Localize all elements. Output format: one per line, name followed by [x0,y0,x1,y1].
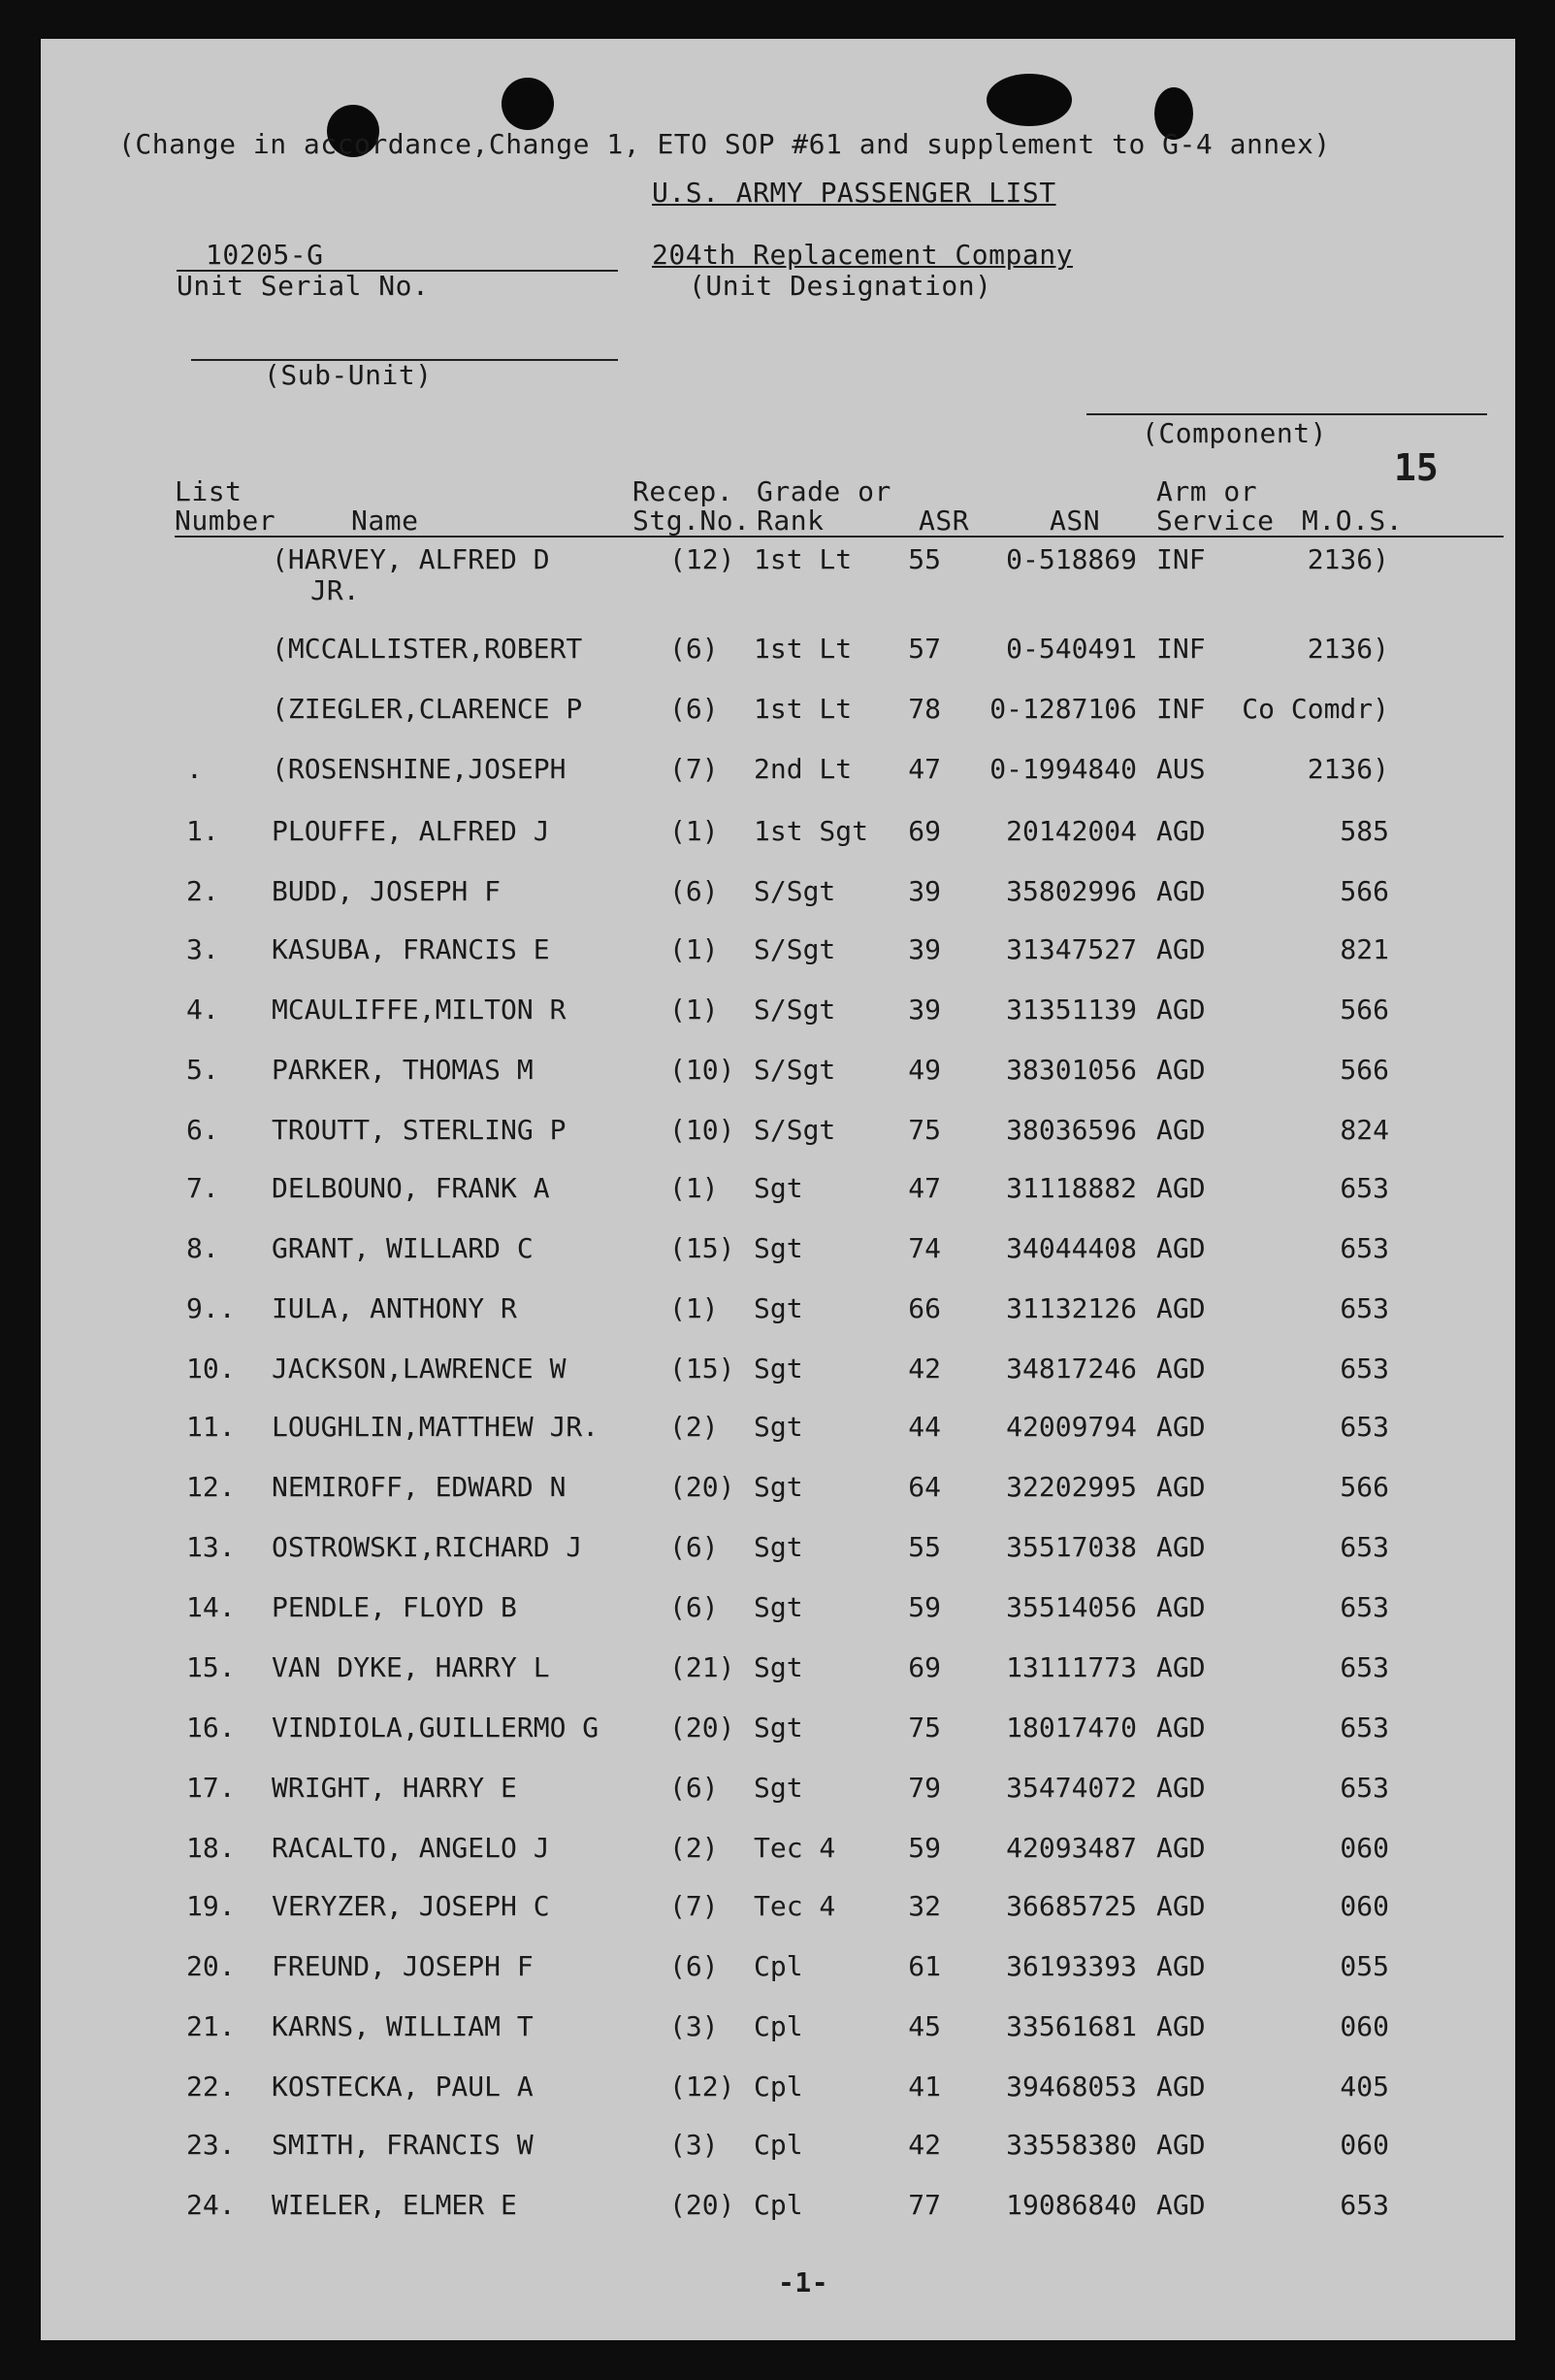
cell-asn: 19086840 [1006,2189,1137,2221]
cell-arm: AGD [1156,1531,1206,1563]
unit-serial-value: 10205-G [206,239,324,271]
cell-num: 12. [186,1471,236,1503]
cell-asr: 39 [908,875,941,907]
cell-asr: 55 [908,543,941,575]
cell-asr: 42 [908,1353,941,1385]
cell-stg: (6) [669,875,719,907]
document-page [41,39,1515,2340]
cell-asr: 66 [908,1292,941,1324]
col-recep-2: Stg.No. [632,505,751,537]
cell-num: 5. [186,1054,219,1086]
cell-stg: (6) [669,1591,719,1623]
cell-mos: 2136) [1307,543,1389,575]
cell-asr: 75 [908,1712,941,1744]
cell-stg: (21) [669,1651,735,1683]
cell-num: 17. [186,1772,236,1804]
cell-num: 11. [186,1411,236,1443]
cell-arm: AGD [1156,1292,1206,1324]
cell-name: GRANT, WILLARD C [272,1232,534,1264]
cell-name: KOSTECKA, PAUL A [272,2070,534,2103]
cell-mos: 821 [1340,933,1389,965]
cell-stg: (1) [669,815,719,847]
cell-mos: 653 [1340,1411,1389,1443]
col-asn: ASN [1050,505,1101,537]
punch-hole [987,74,1072,126]
cell-rank: 1st Sgt [754,815,869,847]
cell-rank: Cpl [754,1950,803,1982]
cell-asn: 42093487 [1006,1832,1137,1864]
cell-mos: 585 [1340,815,1389,847]
cell-name: OSTROWSKI,RICHARD J [272,1531,583,1563]
col-grade-2: Rank [757,505,825,537]
cell-asn: 34044408 [1006,1232,1137,1264]
cell-mos: 566 [1340,994,1389,1026]
cell-stg: (10) [669,1054,735,1086]
cell-mos: 653 [1340,1651,1389,1683]
cell-rank: 1st Lt [754,693,853,725]
cell-mos: 060 [1340,1832,1389,1864]
cell-mos: 653 [1340,2189,1389,2221]
cell-num: 1. [186,815,219,847]
cell-stg: (3) [669,2129,719,2161]
cell-stg: (1) [669,1172,719,1204]
cell-asr: 32 [908,1890,941,1922]
cell-asr: 64 [908,1471,941,1503]
cell-asr: 61 [908,1950,941,1982]
cell-rank: Sgt [754,1411,803,1443]
cell-arm: AGD [1156,1353,1206,1385]
cell-asn: 13111773 [1006,1651,1137,1683]
col-name: Name [351,505,419,537]
cell-asr: 47 [908,1172,941,1204]
cell-rank: Cpl [754,2010,803,2042]
cell-name: DELBOUNO, FRANK A [272,1172,550,1204]
cell-name: LOUGHLIN,MATTHEW JR. [272,1411,599,1443]
cell-rank: Sgt [754,1531,803,1563]
cell-asn: 20142004 [1006,815,1137,847]
cell-rank: Cpl [754,2129,803,2161]
cell-stg: (20) [669,1471,735,1503]
cell-arm: AGD [1156,1591,1206,1623]
cell-name: (ZIEGLER,CLARENCE P [272,693,583,725]
cell-mos: 2136) [1307,753,1389,785]
cell-asn: 32202995 [1006,1471,1137,1503]
cell-arm: AGD [1156,1772,1206,1804]
cell-arm: AUS [1156,753,1206,785]
cell-rank: S/Sgt [754,994,836,1026]
cell-num: 23. [186,2129,236,2161]
page-number-footer: -1- [778,2266,829,2298]
cell-asr: 47 [908,753,941,785]
cell-asr: 79 [908,1772,941,1804]
cell-asr: 75 [908,1114,941,1146]
cell-asr: 57 [908,633,941,665]
cell-rank: Sgt [754,1772,803,1804]
cell-mos: 060 [1340,1890,1389,1922]
cell-rank: Cpl [754,2070,803,2103]
cell-name-continued: JR. [310,574,360,606]
cell-rank: Sgt [754,1651,803,1683]
cell-rank: Tec 4 [754,1832,836,1864]
cell-asn: 36685725 [1006,1890,1137,1922]
col-arm-2: Service [1156,505,1275,537]
cell-asn: 31118882 [1006,1172,1137,1204]
cell-num: 15. [186,1651,236,1683]
col-list-2: Number [175,505,276,537]
cell-asn: 38036596 [1006,1114,1137,1146]
cell-rank: Tec 4 [754,1890,836,1922]
cell-rank: Sgt [754,1471,803,1503]
cell-asn: 39468053 [1006,2070,1137,2103]
col-recep-1: Recep. [632,475,734,507]
cell-name: TROUTT, STERLING P [272,1114,567,1146]
cell-rank: Sgt [754,1353,803,1385]
cell-num: 20. [186,1950,236,1982]
cell-asn: 31347527 [1006,933,1137,965]
cell-arm: AGD [1156,815,1206,847]
cell-mos: 2136) [1307,633,1389,665]
cell-name: RACALTO, ANGELO J [272,1832,550,1864]
cell-rank: S/Sgt [754,933,836,965]
cell-arm: INF [1156,543,1206,575]
cell-stg: (20) [669,1712,735,1744]
cell-name: PARKER, THOMAS M [272,1054,534,1086]
sub-unit-label: (Sub-Unit) [264,359,433,391]
cell-name: FREUND, JOSEPH F [272,1950,534,1982]
cell-stg: (6) [669,1531,719,1563]
cell-arm: AGD [1156,1832,1206,1864]
cell-asr: 39 [908,933,941,965]
cell-name: WIELER, ELMER E [272,2189,517,2221]
cell-arm: AGD [1156,1411,1206,1443]
cell-asn: 0-518869 [1006,543,1137,575]
cell-mos: 653 [1340,1172,1389,1204]
cell-num: . [186,753,203,785]
cell-name: KASUBA, FRANCIS E [272,933,550,965]
cell-num: 18. [186,1832,236,1864]
cell-name: IULA, ANTHONY R [272,1292,517,1324]
cell-num: 13. [186,1531,236,1563]
cell-mos: 653 [1340,1232,1389,1264]
cell-mos: 653 [1340,1772,1389,1804]
cell-name: VERYZER, JOSEPH C [272,1890,550,1922]
cell-stg: (6) [669,1772,719,1804]
cell-asr: 49 [908,1054,941,1086]
cell-stg: (1) [669,994,719,1026]
cell-mos: 653 [1340,1353,1389,1385]
cell-name: JACKSON,LAWRENCE W [272,1353,567,1385]
cell-asr: 55 [908,1531,941,1563]
cell-asr: 41 [908,2070,941,2103]
unit-serial-label: Unit Serial No. [177,270,430,302]
cell-mos: 055 [1340,1950,1389,1982]
cell-arm: AGD [1156,1232,1206,1264]
cell-rank: S/Sgt [754,1054,836,1086]
cell-asr: 45 [908,2010,941,2042]
component-underline [1086,413,1487,415]
authority-line: (Change in accordance,Change 1, ETO SOP #61 and supplement to G-4 annex) [118,128,1331,160]
cell-mos: 060 [1340,2010,1389,2042]
cell-arm: AGD [1156,2070,1206,2103]
cell-asn: 34817246 [1006,1353,1137,1385]
cell-asr: 42 [908,2129,941,2161]
cell-asn: 33561681 [1006,2010,1137,2042]
page-title: U.S. ARMY PASSENGER LIST [652,177,1056,209]
cell-arm: AGD [1156,933,1206,965]
cell-asr: 59 [908,1591,941,1623]
cell-stg: (6) [669,693,719,725]
cell-asn: 0-1994840 [989,753,1137,785]
cell-name: SMITH, FRANCIS W [272,2129,534,2161]
cell-asn: 35802996 [1006,875,1137,907]
cell-num: 9.. [186,1292,236,1324]
cell-arm: AGD [1156,2010,1206,2042]
punch-hole [502,78,554,130]
cell-rank: Sgt [754,1232,803,1264]
cell-rank: 2nd Lt [754,753,853,785]
cell-arm: AGD [1156,1950,1206,1982]
cell-asr: 44 [908,1411,941,1443]
cell-name: (ROSENSHINE,JOSEPH [272,753,567,785]
cell-arm: AGD [1156,875,1206,907]
cell-asr: 69 [908,815,941,847]
cell-stg: (12) [669,2070,735,2103]
cell-arm: AGD [1156,1890,1206,1922]
cell-mos: Co Comdr) [1242,693,1389,725]
component-label: (Component) [1142,417,1327,449]
cell-mos: 653 [1340,1292,1389,1324]
cell-rank: S/Sgt [754,875,836,907]
unit-designation-label: (Unit Designation) [689,270,992,302]
cell-mos: 566 [1340,1054,1389,1086]
cell-mos: 653 [1340,1591,1389,1623]
cell-arm: AGD [1156,1471,1206,1503]
cell-rank: 1st Lt [754,543,853,575]
col-arm-1: Arm or [1156,475,1258,507]
cell-rank: Sgt [754,1292,803,1324]
cell-mos: 566 [1340,1471,1389,1503]
cell-asn: 35474072 [1006,1772,1137,1804]
col-asr: ASR [919,505,970,537]
cell-name: WRIGHT, HARRY E [272,1772,517,1804]
cell-asr: 77 [908,2189,941,2221]
cell-num: 2. [186,875,219,907]
cell-mos: 405 [1340,2070,1389,2103]
cell-name: VINDIOLA,GUILLERMO G [272,1712,599,1744]
cell-num: 24. [186,2189,236,2221]
cell-num: 7. [186,1172,219,1204]
cell-stg: (2) [669,1832,719,1864]
cell-stg: (12) [669,543,735,575]
cell-stg: (10) [669,1114,735,1146]
cell-mos: 824 [1340,1114,1389,1146]
cell-asn: 35514056 [1006,1591,1137,1623]
cell-num: 4. [186,994,219,1026]
cell-name: PLOUFFE, ALFRED J [272,815,550,847]
cell-asr: 74 [908,1232,941,1264]
cell-asn: 18017470 [1006,1712,1137,1744]
cell-name: NEMIROFF, EDWARD N [272,1471,567,1503]
cell-rank: S/Sgt [754,1114,836,1146]
cell-arm: AGD [1156,2129,1206,2161]
cell-asn: 36193393 [1006,1950,1137,1982]
col-mos: M.O.S. [1302,505,1404,537]
cell-arm: AGD [1156,1712,1206,1744]
cell-asn: 0-540491 [1006,633,1137,665]
cell-name: KARNS, WILLIAM T [272,2010,534,2042]
cell-name: (MCCALLISTER,ROBERT [272,633,583,665]
sheet-number: 15 [1394,446,1439,489]
cell-stg: (7) [669,753,719,785]
cell-mos: 653 [1340,1712,1389,1744]
cell-asr: 59 [908,1832,941,1864]
col-grade-1: Grade or [757,475,891,507]
cell-rank: Cpl [754,2189,803,2221]
cell-stg: (15) [669,1353,735,1385]
cell-mos: 566 [1340,875,1389,907]
cell-rank: Sgt [754,1591,803,1623]
header-rule [175,536,1504,538]
cell-rank: Sgt [754,1712,803,1744]
cell-stg: (2) [669,1411,719,1443]
cell-asn: 38301056 [1006,1054,1137,1086]
cell-asn: 35517038 [1006,1531,1137,1563]
cell-name: BUDD, JOSEPH F [272,875,502,907]
cell-stg: (1) [669,1292,719,1324]
cell-name: VAN DYKE, HARRY L [272,1651,550,1683]
unit-designation-value: 204th Replacement Company [652,239,1073,271]
cell-num: 19. [186,1890,236,1922]
cell-num: 21. [186,2010,236,2042]
cell-arm: INF [1156,633,1206,665]
cell-num: 3. [186,933,219,965]
cell-stg: (3) [669,2010,719,2042]
cell-name: (HARVEY, ALFRED D [272,543,550,575]
cell-mos: 060 [1340,2129,1389,2161]
cell-name: MCAULIFFE,MILTON R [272,994,567,1026]
cell-rank: 1st Lt [754,633,853,665]
cell-arm: INF [1156,693,1206,725]
cell-num: 10. [186,1353,236,1385]
cell-arm: AGD [1156,1114,1206,1146]
cell-num: 22. [186,2070,236,2103]
cell-asn: 42009794 [1006,1411,1137,1443]
cell-asn: 31351139 [1006,994,1137,1026]
cell-asr: 78 [908,693,941,725]
cell-asn: 33558380 [1006,2129,1137,2161]
cell-stg: (6) [669,633,719,665]
cell-num: 8. [186,1232,219,1264]
cell-asr: 39 [908,994,941,1026]
col-list-1: List [175,475,243,507]
cell-arm: AGD [1156,994,1206,1026]
cell-rank: Sgt [754,1172,803,1204]
cell-stg: (6) [669,1950,719,1982]
cell-arm: AGD [1156,2189,1206,2221]
cell-arm: AGD [1156,1651,1206,1683]
cell-asn: 0-1287106 [989,693,1137,725]
cell-stg: (15) [669,1232,735,1264]
cell-num: 14. [186,1591,236,1623]
cell-stg: (20) [669,2189,735,2221]
cell-arm: AGD [1156,1054,1206,1086]
cell-stg: (1) [669,933,719,965]
cell-num: 6. [186,1114,219,1146]
cell-arm: AGD [1156,1172,1206,1204]
cell-asn: 31132126 [1006,1292,1137,1324]
cell-name: PENDLE, FLOYD B [272,1591,517,1623]
cell-asr: 69 [908,1651,941,1683]
cell-num: 16. [186,1712,236,1744]
cell-stg: (7) [669,1890,719,1922]
cell-mos: 653 [1340,1531,1389,1563]
